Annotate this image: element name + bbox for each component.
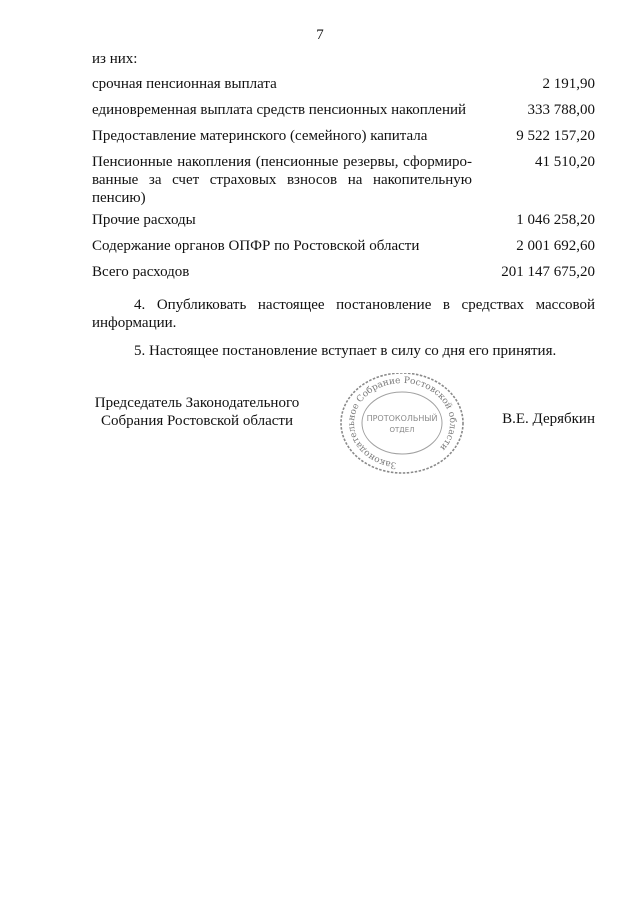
paragraph-5: 5. Настоящее постановление вступает в силу со дня его принятия.: [134, 343, 557, 359]
stamp-inner-text-1: ПРОТОКОЛЬНЫЙ: [366, 414, 438, 423]
signatory-position: [92, 394, 302, 430]
signatory-position-line: Собрания Ростовской области: [101, 413, 293, 429]
row-value: 9 522 157,20: [516, 128, 595, 144]
row-value: 201 147 675,20: [501, 264, 595, 280]
row-value: 2 191,90: [542, 76, 595, 92]
row-value: 333 788,00: [527, 102, 595, 118]
signatory-position-line: Председатель Законодательного: [94, 395, 300, 411]
page-number: 7: [316, 27, 324, 43]
row-label: срочная пенсионная выплата: [92, 76, 277, 92]
row-value: 1 046 258,20: [516, 212, 595, 228]
row-label: Всего расходов: [92, 264, 190, 280]
row-label: Пенсионные накопления (пенсионные резервы, сформиро-ванные за счет страховых взносов на накопительную пенсию): [92, 154, 472, 206]
row-value: 41 510,20: [535, 154, 595, 170]
stamp-ring-text: Законодательное Собрание Ростовской области: [347, 375, 458, 470]
row-label: единовременная выплата средств пенсионных накоплений: [92, 102, 467, 118]
stamp-outer-ring: [341, 373, 463, 473]
row-label: Содержание органов ОПФР по Ростовской области: [92, 238, 420, 254]
list-intro: из них:: [92, 51, 138, 67]
paragraph-4: 4. Опубликовать настоящее постановление в средствах массовой информации.: [92, 297, 595, 331]
row-value: 2 001 692,60: [516, 238, 595, 254]
stamp-inner-ring: [362, 392, 442, 454]
signatory-name: В.Е. Дерябкин: [502, 411, 595, 427]
official-stamp: [338, 373, 466, 479]
row-label: Прочие расходы: [92, 212, 196, 228]
stamp-inner-text-2: ОТДЕЛ: [389, 426, 415, 434]
row-label: Предоставление материнского (семейного) капитала: [92, 128, 428, 144]
